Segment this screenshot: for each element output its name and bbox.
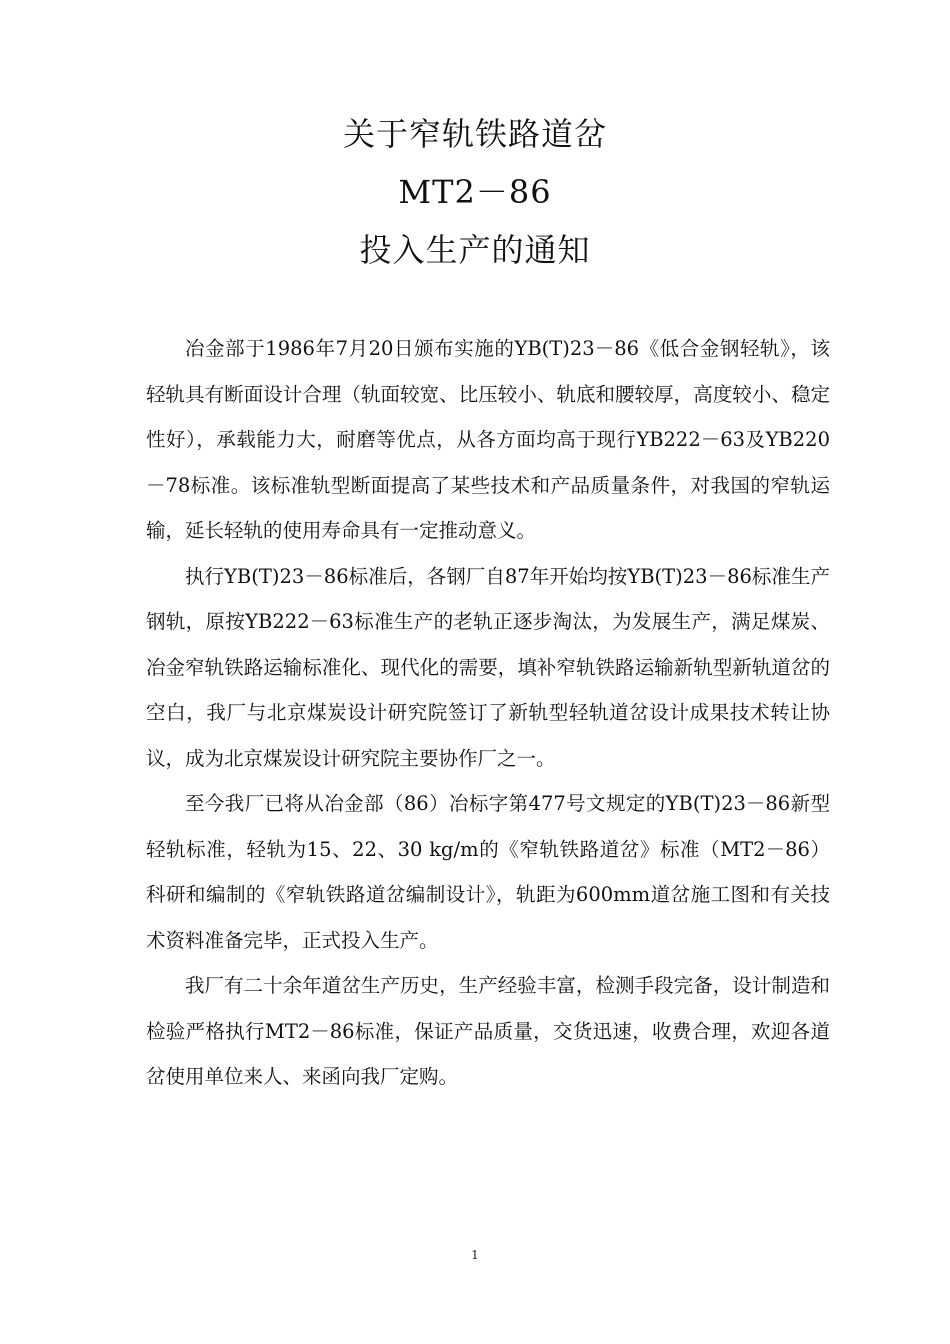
document-title <box>0 105 950 279</box>
document-body <box>146 326 830 1100</box>
paragraph-2: 执行YB(T)23－86标准后，各钢厂自87年开始均按YB(T)23－86标准生产钢轨，原按YB222－63标准生产的老轨正逐步淘汰，为发展生产，满足煤炭、冶金窄轨铁路运输标准化、现代化的需要，填补窄轨铁路运输新轨型新轨道岔的空白，我厂与北京煤炭设计研究院签订了新轨型轻轨道岔设计成果技术转让协议，成为北京煤炭设计研究院主要协作厂之一。 <box>146 564 830 770</box>
title-line-3: 投入生产的通知 <box>359 231 591 269</box>
page-number: 1 <box>471 1248 479 1262</box>
title-line-2: MT2－86 <box>398 173 552 211</box>
title-line-1: 关于窄轨铁路道岔 <box>342 115 607 153</box>
paragraph-4: 我厂有二十余年道岔生产历史，生产经验丰富，检测手段完备，设计制造和检验严格执行MT2－86标准，保证产品质量，交货迅速，收费合理，欢迎各道岔使用单位来人、来函向我厂定购。 <box>146 974 830 1088</box>
paragraph-3: 至今我厂已将从冶金部（86）冶标字第477号文规定的YB(T)23－86新型轻轨标准，轻轨为15、22、30 kg/m的《窄轨铁路道岔》标准（MT2－86）科研和编制的《窄轨铁路道岔编制设计》，轨距为600mm道岔施工图和有关技术资料准备完毕，正式投入生产。 <box>146 792 830 952</box>
paragraph-1: 冶金部于1986年7月20日颁布实施的YB(T)23－86《低合金钢轻轨》，该轻轨具有断面设计合理（轨面较宽、比压较小、轨底和腰较厚，高度较小、稳定性好），承载能力大，耐磨等优点，从各方面均高于现行YB222－63及YB220－78标准。该标准轨型断面提高了某些技术和产品质量条件，对我国的窄轨运输，延长轻轨的使用寿命具有一定推动意义。 <box>146 337 830 542</box>
